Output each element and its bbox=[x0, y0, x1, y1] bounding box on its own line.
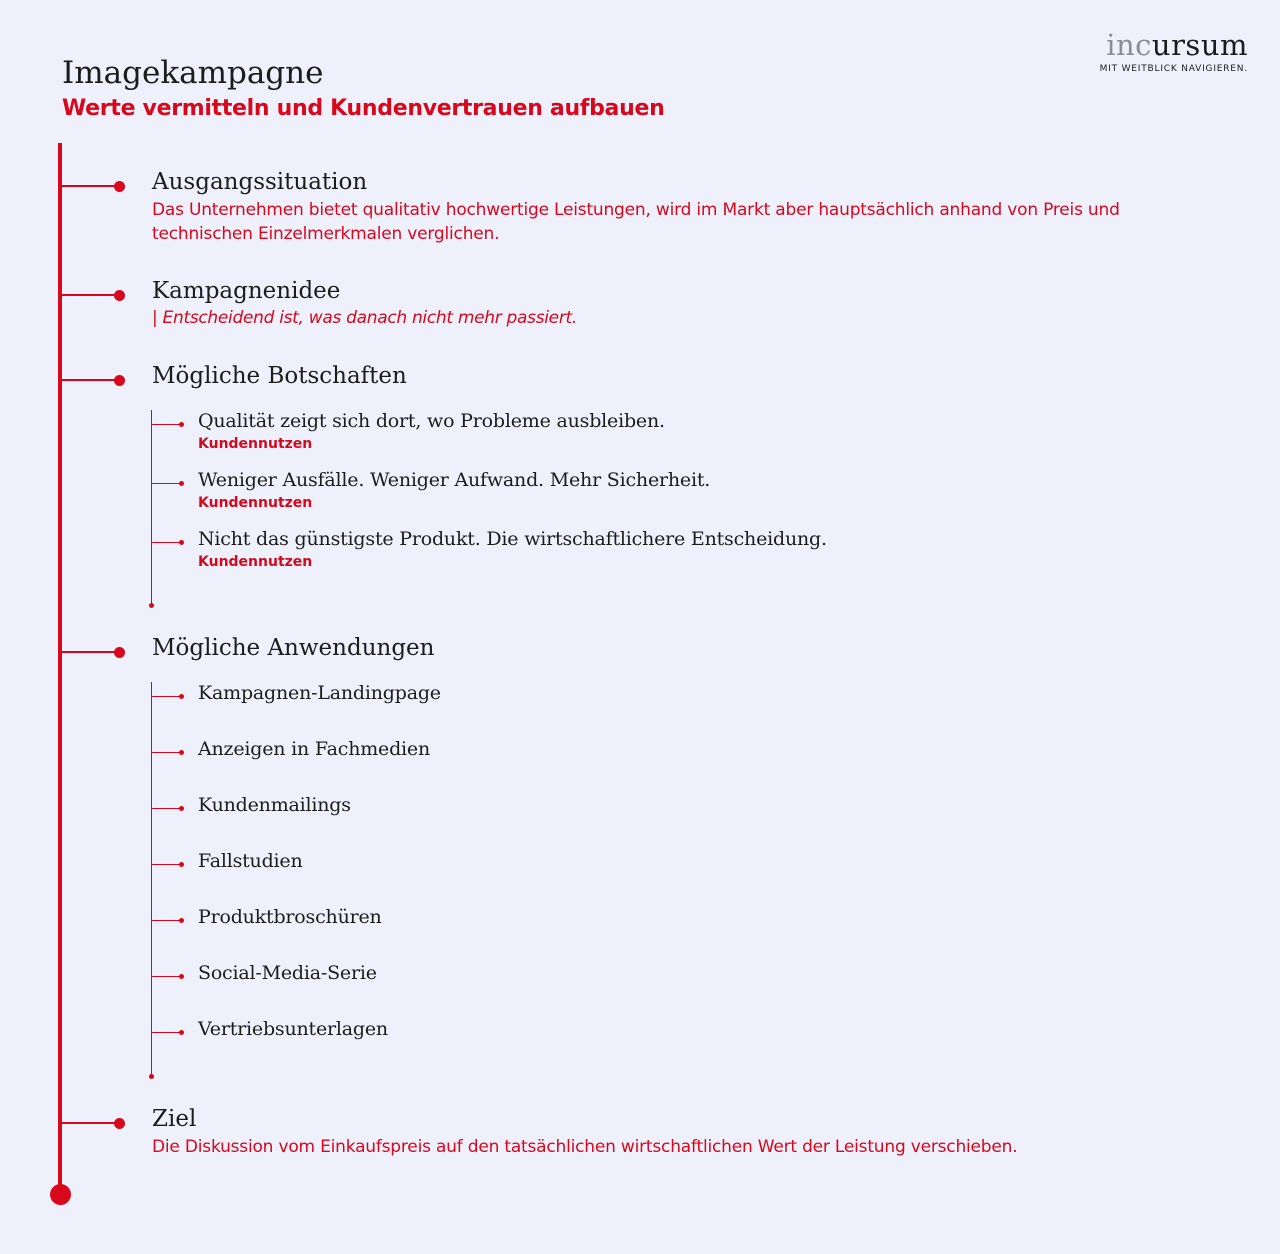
message-item-text: Weniger Ausfälle. Weniger Aufwand. Mehr Sicherheit. bbox=[198, 469, 711, 491]
sub-node-dot bbox=[179, 694, 184, 699]
timeline-node-dot bbox=[114, 375, 125, 386]
sub-connector bbox=[152, 808, 180, 809]
message-item-tag: Kundennutzen bbox=[198, 554, 313, 570]
sub-connector bbox=[152, 696, 180, 697]
anwendungen-sub-line bbox=[151, 682, 152, 1078]
message-item-tag: Kundennutzen bbox=[198, 436, 313, 452]
application-item: Kampagnen-Landingpage bbox=[198, 682, 441, 704]
timeline-node-dot bbox=[114, 1118, 125, 1129]
sub-node-dot bbox=[179, 918, 184, 923]
timeline-connector bbox=[60, 185, 118, 187]
sub-connector bbox=[152, 424, 180, 425]
sub-node-dot bbox=[179, 862, 184, 867]
timeline-node-dot bbox=[114, 181, 125, 192]
sub-node-dot bbox=[179, 422, 184, 427]
application-item: Fallstudien bbox=[198, 850, 303, 872]
application-item: Anzeigen in Fachmedien bbox=[198, 738, 431, 760]
sub-connector bbox=[152, 864, 180, 865]
section-title-ziel: Ziel bbox=[152, 1106, 197, 1132]
timeline-node-dot bbox=[114, 647, 125, 658]
message-item-tag: Kundennutzen bbox=[198, 495, 313, 511]
sub-connector bbox=[152, 976, 180, 977]
logo-word-prefix: inc bbox=[1106, 28, 1152, 62]
logo bbox=[1080, 28, 1248, 62]
page-subtitle: Werte vermitteln und Kundenvertrauen aufbauen bbox=[62, 96, 665, 121]
timeline-end-dot bbox=[50, 1184, 71, 1205]
sub-node-dot bbox=[179, 974, 184, 979]
message-item-text: Qualität zeigt sich dort, wo Probleme ausbleiben. bbox=[198, 410, 665, 432]
timeline-connector bbox=[60, 294, 118, 296]
section-description-ausgangssituation: Das Unternehmen bietet qualitativ hochwertige Leistungen, wird im Markt aber hauptsächlich anhand von Preis und technischen Einzelmerkmalen verglichen. bbox=[152, 200, 1120, 244]
timeline-connector bbox=[60, 1122, 118, 1124]
application-item: Social-Media-Serie bbox=[198, 962, 377, 984]
section-description-ziel: Die Diskussion vom Einkaufspreis auf den tatsächlichen wirtschaftlichen Wert der Leistung verschieben. bbox=[152, 1137, 1018, 1157]
sub-node-dot bbox=[179, 481, 184, 486]
timeline-connector bbox=[60, 379, 118, 381]
sub-connector bbox=[152, 483, 180, 484]
sub-node-dot bbox=[179, 750, 184, 755]
botschaften-sub-end-dot bbox=[149, 603, 154, 608]
application-item: Kundenmailings bbox=[198, 794, 351, 816]
sub-connector bbox=[152, 920, 180, 921]
logo-word-suffix: ursum bbox=[1151, 28, 1248, 62]
sub-connector bbox=[152, 1032, 180, 1033]
timeline-node-dot bbox=[114, 290, 125, 301]
sub-node-dot bbox=[179, 540, 184, 545]
application-item: Vertriebsunterlagen bbox=[198, 1018, 388, 1040]
section-title-botschaften: Mögliche Botschaften bbox=[152, 363, 407, 389]
section-title-anwendungen: Mögliche Anwendungen bbox=[152, 635, 435, 661]
sub-node-dot bbox=[179, 1030, 184, 1035]
section-title-kampagnenidee: Kampagnenidee bbox=[152, 278, 341, 304]
sub-connector bbox=[152, 542, 180, 543]
page-title: Imagekampagne bbox=[62, 55, 324, 91]
sub-connector bbox=[152, 752, 180, 753]
anwendungen-sub-end-dot bbox=[149, 1074, 154, 1079]
message-item-text: Nicht das günstigste Produkt. Die wirtschaftlichere Entscheidung. bbox=[198, 528, 827, 550]
section-title-ausgangssituation: Ausgangssituation bbox=[152, 169, 368, 195]
timeline-main-line bbox=[58, 143, 62, 1196]
logo-tagline: MIT WEITBLICK NAVIGIEREN. bbox=[1099, 64, 1248, 74]
botschaften-sub-line bbox=[151, 410, 152, 606]
timeline-connector bbox=[60, 651, 118, 653]
section-quote-kampagnenidee: | Entscheidend ist, was danach nicht mehr passiert. bbox=[152, 308, 577, 328]
sub-node-dot bbox=[179, 806, 184, 811]
application-item: Produktbroschüren bbox=[198, 906, 382, 928]
